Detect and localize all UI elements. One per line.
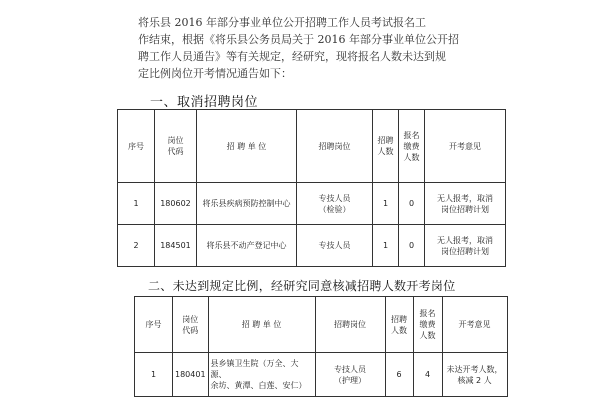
row-quota: 6 [385, 353, 413, 397]
header-code [173, 297, 209, 353]
row-position [315, 353, 385, 397]
section2-heading: 二、未达到规定比例，经研究同意核减招聘人数开考岗位 [148, 279, 456, 293]
header-seq: 序号 [118, 110, 155, 183]
row-opinion [442, 353, 507, 397]
table-row [118, 225, 506, 267]
header-quota-line1: 招聘 [391, 314, 408, 324]
row-opinion [425, 183, 506, 225]
header-position: 招聘岗位 [297, 110, 373, 183]
table-header-row [135, 297, 508, 353]
row-unit [208, 353, 315, 397]
cancelled-positions-table [117, 109, 506, 267]
row-opinion-line2: 岗位招聘计划 [441, 204, 489, 214]
table-header-row [118, 110, 506, 183]
header-quota-line2: 人数 [391, 325, 408, 335]
header-code-line1: 岗位 [182, 314, 199, 324]
row-code: 184501 [155, 225, 197, 267]
row-position-line1: 专技人员 [334, 364, 367, 374]
row-opinion-line2: 核减 2 人 [457, 375, 492, 385]
row-unit-line1: 县乡镇卫生院（万全、大源、 [210, 359, 299, 379]
row-opinion-line1: 无人报考，取消 [437, 193, 493, 203]
intro-line-2: 作结束，根据《将乐县公务员局关于 2016 年部分事业单位公开招 [138, 33, 459, 46]
header-applicants-line1: 报名 [419, 309, 436, 318]
intro-line-3: 聘工作人员通告》等有关规定，经研究，现将报名人数未达到规 [138, 50, 446, 63]
header-applicants-line2: 缴费 [403, 141, 420, 151]
row-seq: 2 [118, 225, 155, 267]
header-applicants-line3: 人数 [419, 331, 436, 340]
row-opinion [425, 225, 506, 267]
header-applicants [399, 110, 425, 183]
header-opinion: 开考意见 [425, 110, 506, 183]
header-opinion: 开考意见 [442, 297, 507, 353]
row-position-line1: 专技人员 [318, 193, 351, 203]
table-row [118, 183, 506, 225]
row-applicants: 4 [413, 353, 442, 397]
table-row [135, 353, 508, 397]
header-seq: 序号 [135, 297, 173, 353]
row-position-line2: （检验） [318, 204, 351, 214]
row-code: 180401 [173, 353, 209, 397]
section1-heading: 一、取消招聘岗位 [150, 95, 259, 110]
header-quota [385, 297, 413, 353]
header-unit: 招 聘 单 位 [197, 110, 297, 183]
row-seq: 1 [135, 353, 173, 397]
row-opinion-line1: 未达开考人数， [446, 364, 503, 374]
row-position-line1: 专技人员 [318, 241, 351, 250]
intro-line-4: 定比例岗位开考情况通告如下： [138, 67, 292, 80]
header-code-line2: 代码 [182, 325, 199, 335]
row-unit: 将乐县不动产登记中心 [197, 225, 297, 267]
header-quota [373, 110, 399, 183]
header-code-line1: 岗位 [167, 136, 184, 145]
intro-line-1: 将乐县 2016 年部分事业单位公开招聘工作人员考试报名工 [138, 16, 426, 29]
row-position [297, 183, 373, 225]
header-applicants-line1: 报名 [403, 130, 420, 140]
header-code [155, 110, 197, 183]
header-applicants-line2: 缴费 [419, 320, 436, 329]
header-quota-line2: 人数 [377, 147, 394, 156]
row-unit: 将乐县疾病预防控制中心 [197, 183, 297, 225]
header-code-line2: 代码 [167, 147, 184, 156]
header-position: 招聘岗位 [315, 297, 385, 353]
row-applicants: 0 [399, 183, 425, 225]
row-applicants: 0 [399, 225, 425, 267]
row-opinion-line2: 岗位招聘计划 [441, 246, 489, 256]
row-unit-line2: 余坊、黄潭、白莲、安仁） [210, 381, 307, 390]
header-unit: 招 聘 单 位 [208, 297, 315, 353]
row-opinion-line1: 无人报考，取消 [437, 235, 493, 245]
row-position [297, 225, 373, 267]
row-code: 180602 [155, 183, 197, 225]
row-seq: 1 [118, 183, 155, 225]
row-quota: 1 [373, 183, 399, 225]
row-position-line2: （护理） [334, 375, 367, 385]
header-applicants [413, 297, 442, 353]
header-quota-line1: 招聘 [377, 136, 394, 145]
header-applicants-line3: 人数 [403, 152, 420, 162]
reduced-positions-table [134, 296, 508, 397]
row-quota: 1 [373, 225, 399, 267]
